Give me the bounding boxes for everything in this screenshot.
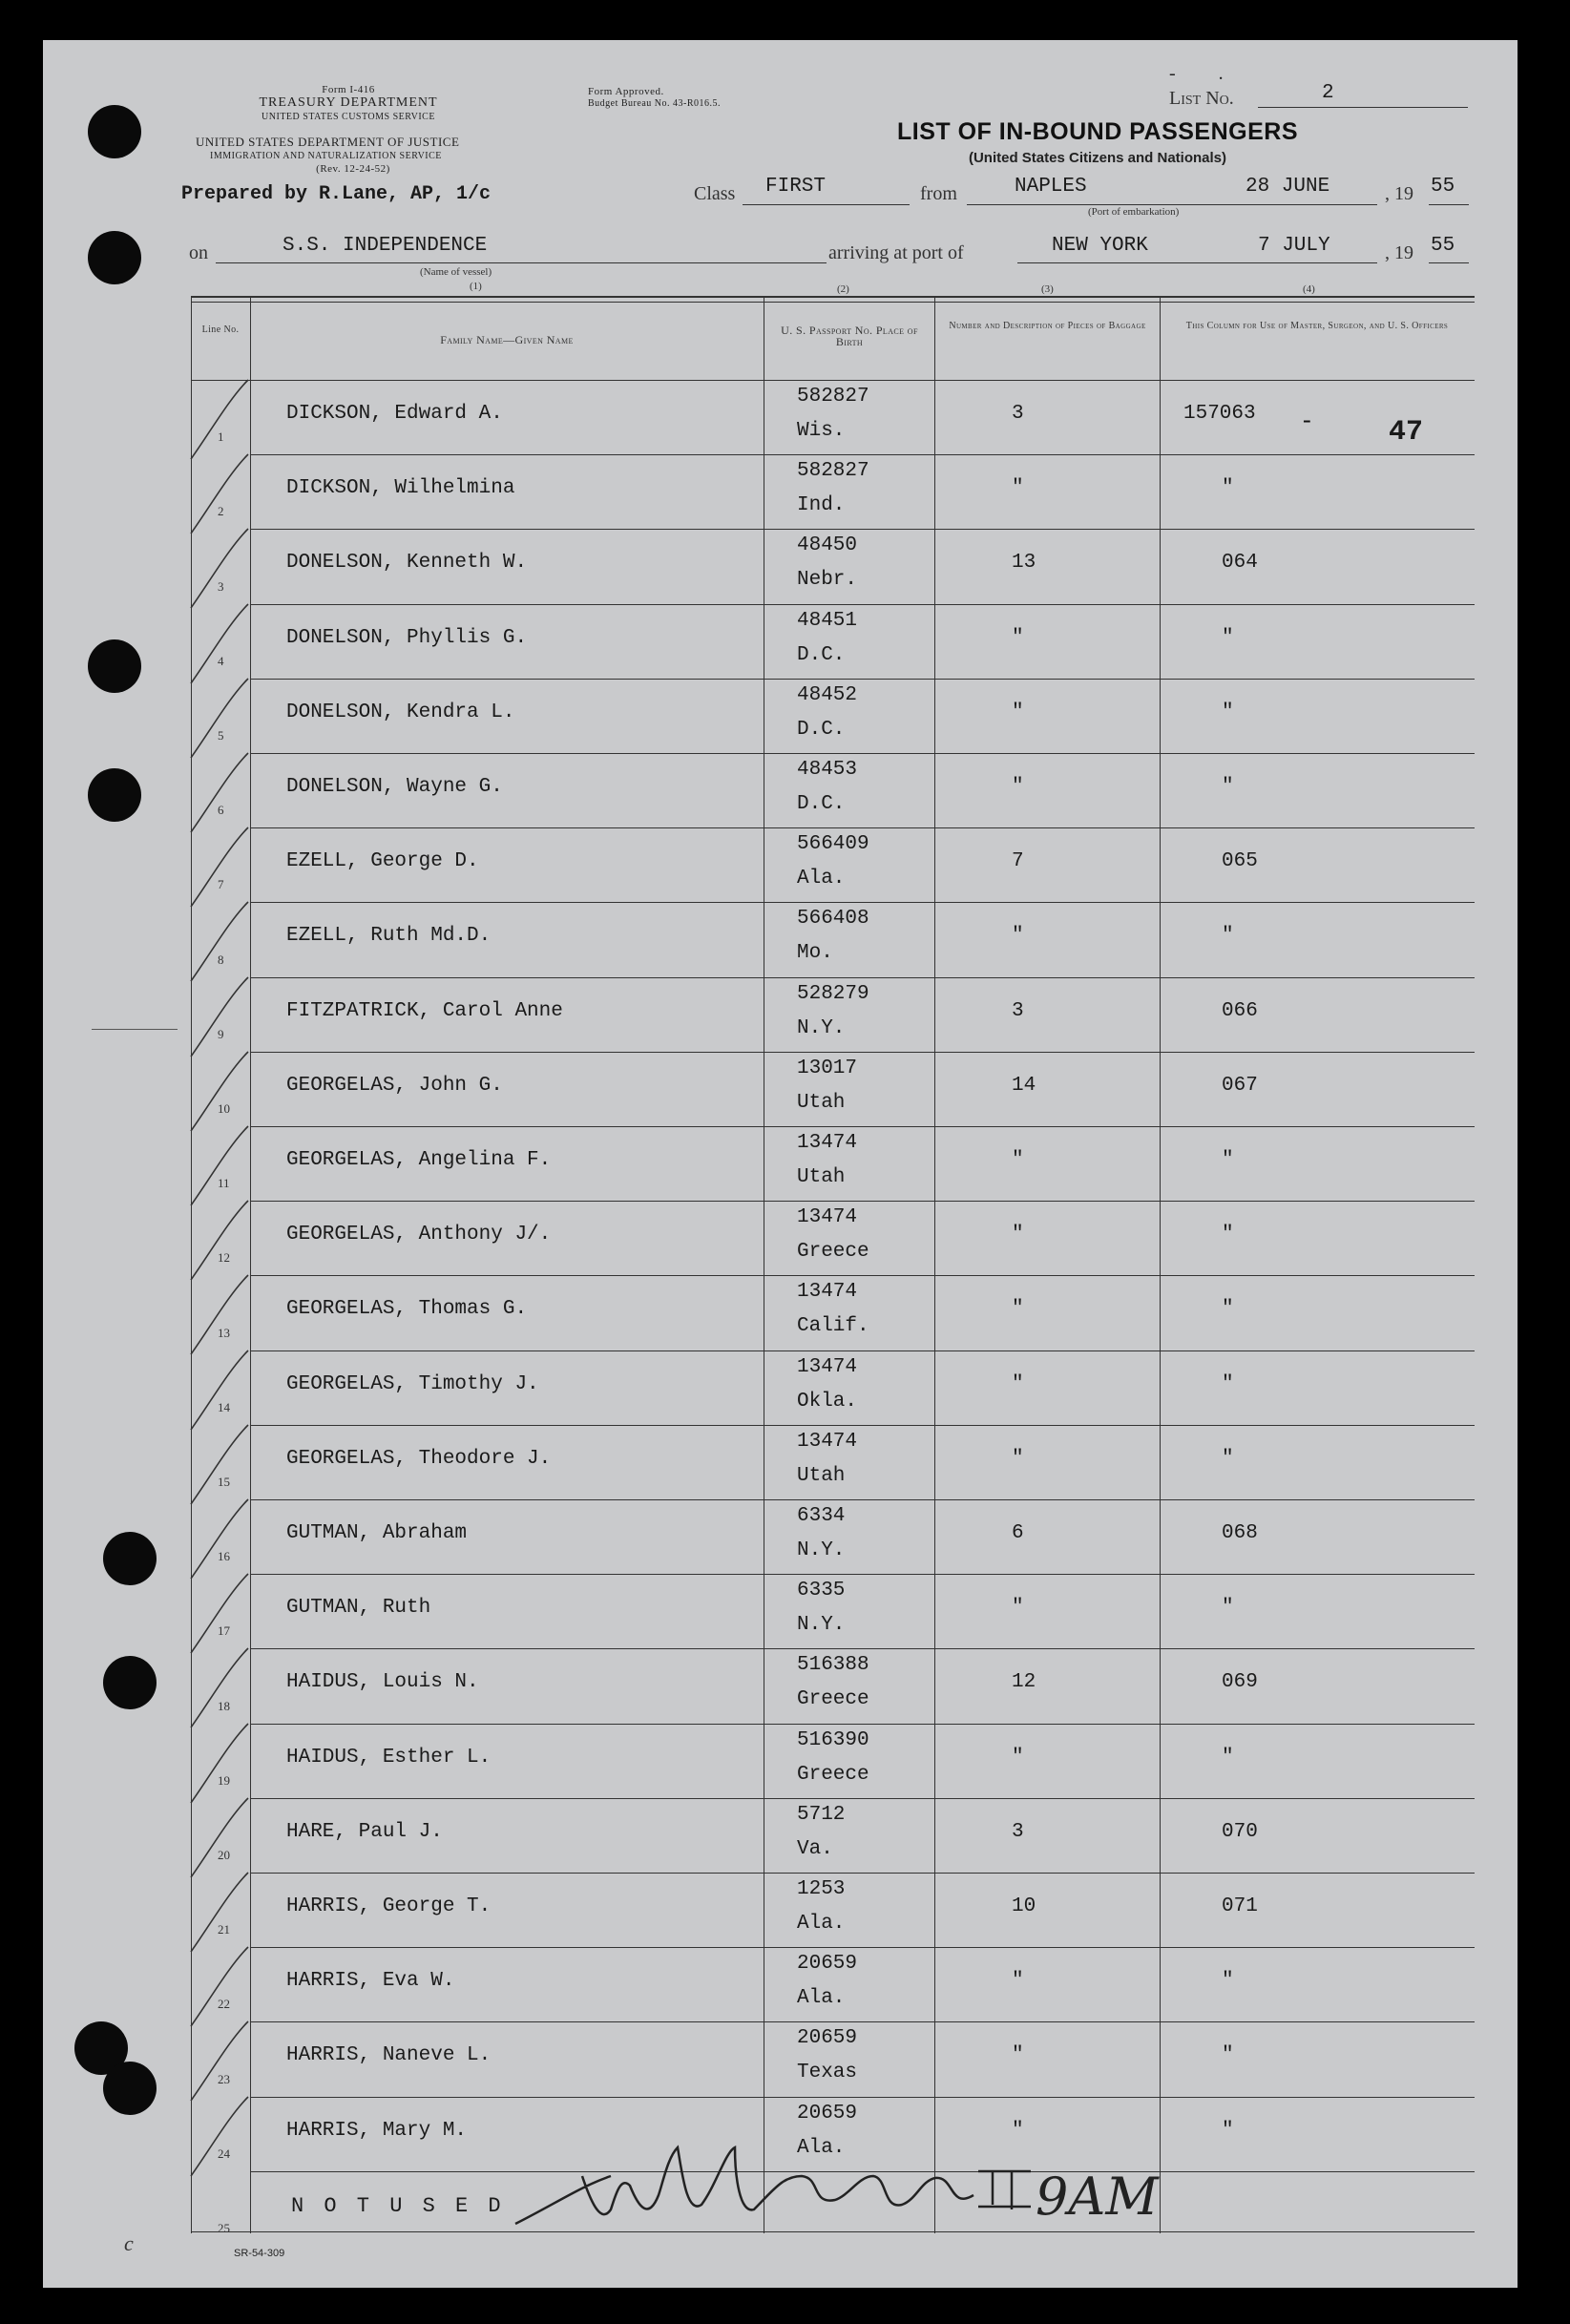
officer-entry: " — [1222, 776, 1234, 798]
passport-number: 582827 — [797, 386, 869, 408]
baggage-count: " — [1012, 1597, 1024, 1620]
passport-number: 48451 — [797, 609, 858, 632]
officer-entry: " — [1222, 1372, 1234, 1395]
place-of-birth: D.C. — [797, 643, 846, 666]
place-of-birth: Ala. — [797, 1987, 846, 2010]
footer-code: SR-54-309 — [234, 2248, 285, 2259]
year-prefix: 19 — [1394, 183, 1413, 204]
passport-number: 566408 — [797, 908, 869, 931]
passenger-name: N O T U S E D — [291, 2193, 505, 2218]
passport-number: 20659 — [797, 2027, 858, 2050]
passport-number: 516390 — [797, 1728, 869, 1751]
passport-number: 582827 — [797, 460, 869, 483]
justice-dept: UNITED STATES DEPARTMENT OF JUSTICE — [196, 135, 460, 149]
passport-number: 13017 — [797, 1057, 858, 1079]
from-port: NAPLES — [1015, 176, 1087, 198]
row-divider — [250, 1126, 1475, 1127]
place-of-birth: Mo. — [797, 942, 833, 965]
punch-hole — [88, 768, 141, 822]
officer-entry: 067 — [1222, 1074, 1258, 1097]
year-prefix: 19 — [1394, 242, 1413, 263]
baggage-count: " — [1012, 1224, 1024, 1246]
baggage-count: " — [1012, 1970, 1024, 1993]
place-of-birth: Greece — [797, 1241, 869, 1264]
passenger-name: GEORGELAS, Thomas G. — [286, 1298, 528, 1321]
page-subtitle: (United States Citizens and Nationals) — [968, 150, 1227, 166]
baggage-count: " — [1012, 925, 1024, 948]
header-passport: U. S. Passport No. Place of Birth — [781, 324, 918, 348]
place-of-birth: Greece — [797, 1688, 869, 1711]
punch-hole — [88, 639, 141, 693]
row-divider — [250, 1648, 1475, 1649]
passenger-name: HARRIS, Mary M. — [286, 2119, 468, 2142]
row-line-number: 4 — [218, 653, 224, 668]
class-value: FIRST — [765, 176, 827, 198]
officer-entry: " — [1222, 1149, 1234, 1171]
row-line-number: 17 — [218, 1623, 230, 1639]
baggage-count: 6 — [1012, 1522, 1024, 1544]
place-of-birth: Wis. — [797, 420, 846, 442]
departure-date: 28 JUNE — [1246, 176, 1330, 198]
row-divider — [250, 2021, 1475, 2022]
row-line-number: 11 — [218, 1176, 230, 1191]
row-line-number: 23 — [218, 2071, 230, 2086]
passport-number: 20659 — [797, 2102, 858, 2125]
officer-entry: 066 — [1222, 999, 1258, 1022]
row-divider — [250, 1275, 1475, 1276]
officer-entry: 070 — [1222, 1820, 1258, 1843]
officer-entry: 157063 — [1183, 403, 1256, 425]
baggage-count: " — [1012, 776, 1024, 798]
punch-hole — [88, 231, 141, 284]
row-line-number: 20 — [218, 1848, 230, 1862]
officer-entry: 064 — [1222, 552, 1258, 575]
place-of-birth: Utah — [797, 1166, 846, 1188]
budget-bureau: Budget Bureau No. 43-R016.5. — [588, 98, 721, 109]
passenger-name: EZELL, George D. — [286, 850, 479, 873]
arrival-year: 55 — [1431, 235, 1455, 257]
passport-number: 516388 — [797, 1654, 869, 1677]
passenger-name: GEORGELAS, Theodore J. — [286, 1447, 552, 1470]
row-line-number: 7 — [218, 877, 224, 892]
officer-entry: " — [1222, 1224, 1234, 1246]
passport-number: 6335 — [797, 1580, 846, 1602]
place-of-birth: Texas — [797, 2062, 858, 2084]
officer-entry: " — [1222, 1298, 1234, 1321]
passenger-name: GUTMAN, Ruth — [286, 1597, 431, 1620]
from-label: from — [920, 183, 957, 204]
row-line-number: 1 — [218, 429, 224, 445]
place-of-birth: Ala. — [797, 2136, 846, 2159]
row-divider — [250, 2097, 1475, 2098]
passport-number: 48450 — [797, 534, 858, 557]
form-number: Form I-416 — [322, 84, 375, 95]
place-of-birth: Utah — [797, 1091, 846, 1114]
passenger-name: HARRIS, Naneve L. — [286, 2044, 492, 2067]
officer-entry: 071 — [1222, 1895, 1258, 1917]
row-divider — [250, 977, 1475, 978]
row-divider — [250, 1947, 1475, 1948]
row-line-number: 10 — [218, 1101, 230, 1116]
officer-entry: " — [1222, 626, 1234, 649]
row-line-number: 14 — [218, 1399, 230, 1414]
on-label: on — [189, 242, 208, 263]
place-of-birth: D.C. — [797, 793, 846, 815]
passport-number: 5712 — [797, 1803, 846, 1826]
punch-hole — [103, 1532, 157, 1585]
place-of-birth: Ala. — [797, 1913, 846, 1935]
list-no-value: 2 — [1322, 82, 1334, 104]
row-divider — [250, 1201, 1475, 1202]
page-title: LIST OF IN-BOUND PASSENGERS — [896, 118, 1298, 145]
row-divider — [250, 1574, 1475, 1575]
row1-dash-mark: - — [1303, 406, 1311, 433]
passenger-name: EZELL, Ruth Md.D. — [286, 925, 492, 948]
signature-initials: 9AM — [1036, 2167, 1159, 2227]
passport-number: 13474 — [797, 1430, 858, 1453]
arrival-port: NEW YORK — [1052, 235, 1148, 257]
punch-hole — [103, 1656, 157, 1709]
row-divider — [250, 1873, 1475, 1874]
officer-entry: " — [1222, 1447, 1234, 1470]
baggage-count: 3 — [1012, 1820, 1024, 1843]
col-num-3: (3) — [1041, 283, 1054, 295]
baggage-count: " — [1012, 2044, 1024, 2067]
row-line-number: 3 — [218, 578, 224, 594]
baggage-count: " — [1012, 1149, 1024, 1171]
arrival-year-prefix: , 19 — [1385, 242, 1413, 263]
officer-entry: " — [1222, 2044, 1234, 2067]
row-divider — [250, 902, 1475, 903]
place-of-birth: N.Y. — [797, 1016, 846, 1039]
row-line-number: 9 — [218, 1026, 224, 1041]
baggage-count: " — [1012, 1298, 1024, 1321]
class-label: Class — [694, 183, 736, 204]
row-divider — [250, 1350, 1475, 1351]
passenger-name: DICKSON, Edward A. — [286, 403, 503, 425]
passenger-name: DONELSON, Kendra L. — [286, 701, 515, 723]
passport-number: 48452 — [797, 683, 858, 706]
header-name: Family Name—Given Name — [440, 333, 574, 346]
passport-number: 528279 — [797, 982, 869, 1005]
passenger-name: HARRIS, George T. — [286, 1895, 492, 1917]
baggage-count: " — [1012, 1746, 1024, 1769]
row-line-number: 12 — [218, 1250, 230, 1266]
officer-entry: " — [1222, 1970, 1234, 1993]
passport-number: 48453 — [797, 759, 858, 781]
passenger-name: HAIDUS, Esther L. — [286, 1746, 492, 1769]
place-of-birth: N.Y. — [797, 1539, 846, 1561]
passenger-name: GEORGELAS, Anthony J/. — [286, 1224, 552, 1246]
baggage-count: " — [1012, 626, 1024, 649]
row-divider — [250, 827, 1475, 828]
passenger-name: DICKSON, Wilhelmina — [286, 477, 515, 500]
document-page — [43, 40, 1518, 2288]
row1-count: 47 — [1389, 416, 1424, 449]
officer-entry: " — [1222, 1746, 1234, 1769]
row-divider — [250, 1499, 1475, 1500]
baggage-count: " — [1012, 477, 1024, 500]
place-of-birth: Greece — [797, 1763, 869, 1786]
passenger-name: DONELSON, Phyllis G. — [286, 626, 528, 649]
passenger-name: DONELSON, Wayne G. — [286, 776, 503, 798]
passenger-name: GEORGELAS, Angelina F. — [286, 1149, 552, 1171]
passport-number: 6334 — [797, 1505, 846, 1527]
row-line-number: 5 — [218, 728, 224, 743]
officer-entry: 069 — [1222, 1671, 1258, 1694]
row-divider — [250, 1798, 1475, 1799]
officer-entry: 068 — [1222, 1522, 1258, 1544]
row-divider — [250, 679, 1475, 680]
baggage-count: 7 — [1012, 850, 1024, 873]
place-of-birth: Calif. — [797, 1315, 869, 1338]
ins-service: IMMIGRATION AND NATURALIZATION SERVICE — [210, 151, 442, 161]
row-line-number: 21 — [218, 1922, 230, 1937]
header-officers: This Column for Use of Master, Surgeon, and U. S. Officers — [1185, 321, 1449, 331]
treasury-dept: TREASURY DEPARTMENT — [259, 95, 438, 110]
place-of-birth: Ind. — [797, 494, 846, 517]
place-of-birth: Va. — [797, 1837, 833, 1860]
row-line-number: 6 — [218, 803, 224, 818]
officer-entry: " — [1222, 701, 1234, 723]
baggage-count: " — [1012, 1372, 1024, 1395]
row-line-number: 18 — [218, 1698, 230, 1713]
row-line-number: 16 — [218, 1549, 230, 1564]
margin-mark: c — [124, 2231, 134, 2255]
row-divider — [250, 1425, 1475, 1426]
passenger-name: HARE, Paul J. — [286, 1820, 443, 1843]
row-line-number: 22 — [218, 1997, 230, 2012]
row-divider — [250, 529, 1475, 530]
prepared-by: Prepared by R.Lane, AP, 1/c — [181, 183, 492, 205]
passport-number: 13474 — [797, 1206, 858, 1229]
passenger-name: GUTMAN, Abraham — [286, 1522, 468, 1544]
place-of-birth: D.C. — [797, 718, 846, 741]
place-of-birth: N.Y. — [797, 1614, 846, 1637]
baggage-count: 10 — [1012, 1895, 1036, 1917]
passenger-name: HAIDUS, Louis N. — [286, 1671, 479, 1694]
vessel-name: S.S. INDEPENDENCE — [283, 235, 488, 257]
place-of-birth: Ala. — [797, 868, 846, 890]
passport-number: 566409 — [797, 833, 869, 856]
place-of-birth: Utah — [797, 1464, 846, 1487]
passport-number: 13474 — [797, 1355, 858, 1378]
col-num-2: (2) — [837, 283, 849, 295]
baggage-count: " — [1012, 1447, 1024, 1470]
officer-entry: " — [1222, 1597, 1234, 1620]
passport-number: 1253 — [797, 1878, 846, 1900]
officer-entry: " — [1222, 2119, 1234, 2142]
form-revision: (Rev. 12-24-52) — [316, 163, 390, 175]
punch-hole — [88, 105, 141, 158]
baggage-count: " — [1012, 701, 1024, 723]
passport-number: 13474 — [797, 1132, 858, 1154]
row-divider — [250, 1052, 1475, 1053]
passport-number: 13474 — [797, 1281, 858, 1304]
list-no-label: List No. — [1169, 88, 1234, 109]
port-embark-label: (Port of embarkation) — [1088, 206, 1180, 218]
row-divider — [250, 454, 1475, 455]
signature — [496, 2119, 1183, 2243]
passport-number: 20659 — [797, 1953, 858, 1976]
place-of-birth: Okla. — [797, 1390, 858, 1413]
punch-hole — [103, 2062, 157, 2115]
depart-year-prefix: , 19 — [1385, 183, 1413, 204]
form-approved: Form Approved. — [588, 86, 664, 97]
row-line-number: 15 — [218, 1475, 230, 1489]
officer-entry: " — [1222, 925, 1234, 948]
passenger-name: GEORGELAS, John G. — [286, 1074, 503, 1097]
row-line-number: 13 — [218, 1325, 230, 1340]
baggage-count: 3 — [1012, 403, 1024, 425]
officer-entry: " — [1222, 477, 1234, 500]
col-num-1: (1) — [470, 281, 482, 292]
officer-entry: 065 — [1222, 850, 1258, 873]
place-of-birth: Nebr. — [797, 569, 858, 592]
arriving-label: arriving at port of — [828, 242, 964, 263]
passenger-name: FITZPATRICK, Carol Anne — [286, 999, 563, 1022]
header-baggage: Number and Description of Pieces of Baggage — [949, 321, 1146, 331]
header-line-no: Line No. — [201, 325, 240, 335]
baggage-count: " — [1012, 2119, 1024, 2142]
check-mark — [186, 2092, 253, 2183]
row-divider — [250, 604, 1475, 605]
baggage-count: 12 — [1012, 1671, 1036, 1694]
row-line-number: 2 — [218, 504, 224, 519]
customs-service: UNITED STATES CUSTOMS SERVICE — [262, 112, 435, 122]
row-divider — [250, 753, 1475, 754]
row-divider — [250, 1724, 1475, 1725]
row-line-number: 19 — [218, 1772, 230, 1788]
departure-year: 55 — [1431, 176, 1455, 198]
row-line-number: 8 — [218, 952, 224, 967]
vessel-name-label: (Name of vessel) — [420, 266, 492, 278]
mark-dash: - . — [1169, 63, 1224, 84]
passenger-name: HARRIS, Eva W. — [286, 1970, 455, 1993]
arrival-date: 7 JULY — [1258, 235, 1330, 257]
passenger-name: DONELSON, Kenneth W. — [286, 552, 528, 575]
passenger-name: GEORGELAS, Timothy J. — [286, 1372, 539, 1395]
baggage-count: 3 — [1012, 999, 1024, 1022]
col-num-4: (4) — [1303, 283, 1315, 295]
row-line-number: 25 — [218, 2221, 230, 2235]
baggage-count: 13 — [1012, 552, 1036, 575]
row-line-number: 24 — [218, 2146, 230, 2161]
baggage-count: 14 — [1012, 1074, 1036, 1097]
